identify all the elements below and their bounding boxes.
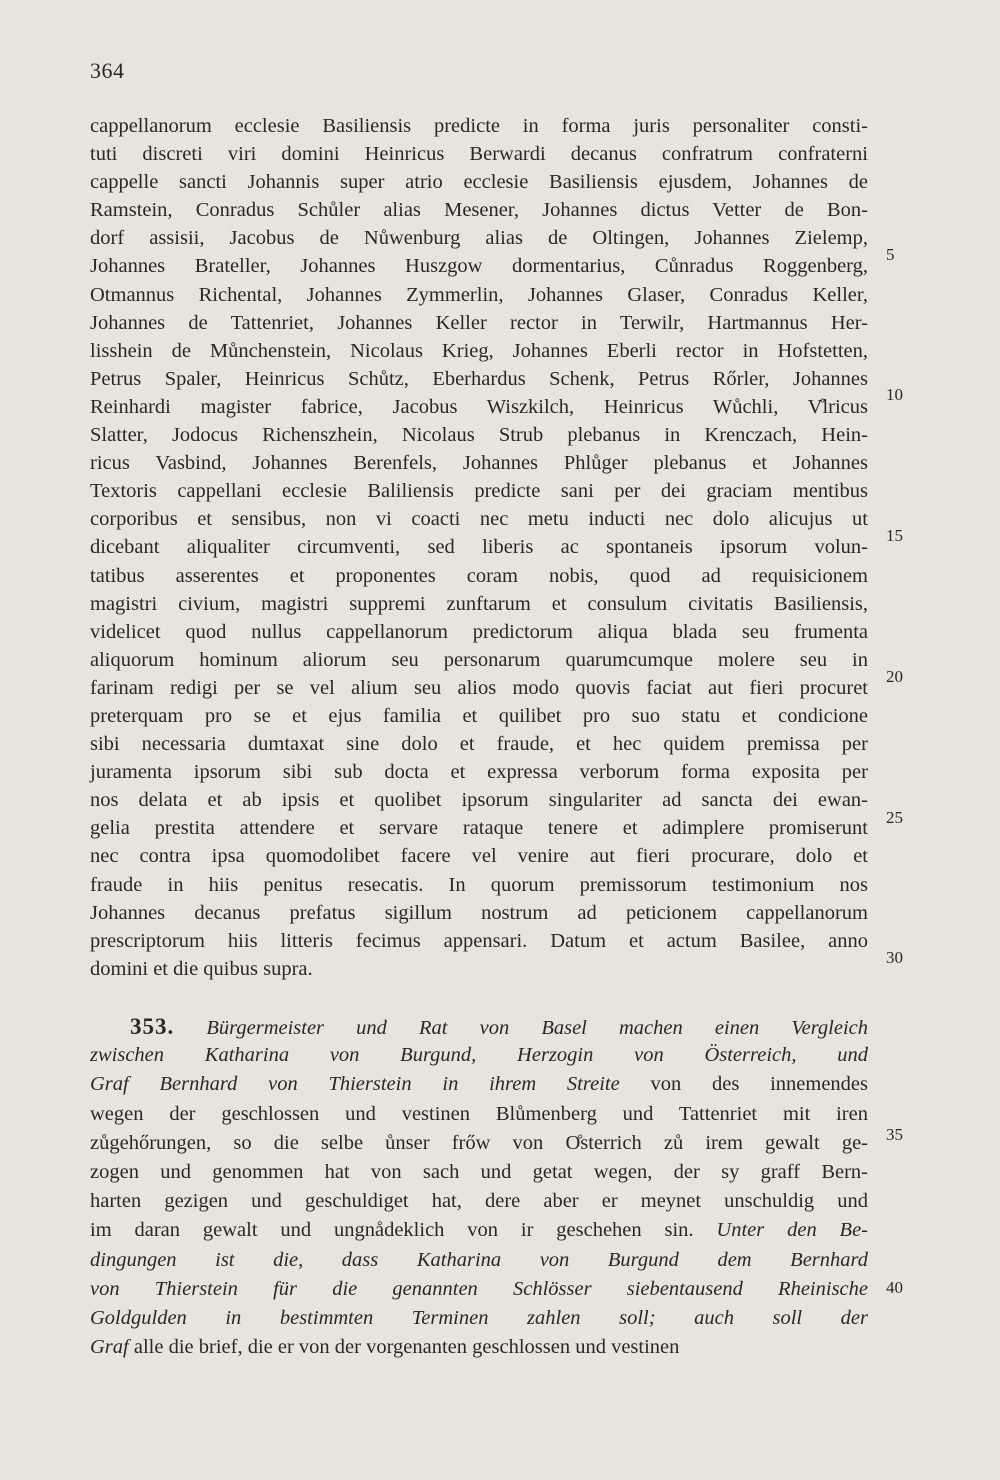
text-segment: von des innemendes <box>619 1073 868 1096</box>
text-segment: cappellanorum ecclesie Basiliensis predicte in forma juris personaliter consti- <box>90 115 868 137</box>
italic-summary-text: zwischen Katharina von Burgund, Herzogin von Österreich, und <box>90 1044 868 1067</box>
document-line <box>90 365 868 393</box>
document-line <box>90 196 868 224</box>
text-segment: dicebant aliqualiter circumventi, sed liberis ac spontaneis ipsorum volun- <box>90 536 868 559</box>
entry-line <box>90 1100 868 1129</box>
text-segment: videlicet quod nullus cappellanorum predictorum aliqua blada seu frumenta <box>90 620 868 643</box>
text-segment: domini et die quibus supra. <box>90 957 313 980</box>
italic-summary-text: Unter den Be- <box>716 1219 868 1242</box>
margin-line-number: 20 <box>886 667 903 686</box>
text-segment: Otmannus Richental, Johannes Zymmerlin, Johannes Glaser, Conradus Keller, <box>90 283 868 306</box>
text-segment: lisshein de Můnchenstein, Nicolaus Krieg, Johannes Eberli rector in Hofstetten, <box>90 339 868 362</box>
text-segment: tatibus asserentes et proponentes coram nobis, quod ad requisicionem <box>90 564 868 587</box>
entry-line <box>90 1216 868 1245</box>
entry-line <box>90 1333 868 1362</box>
document-line <box>90 618 868 646</box>
document-line <box>90 786 868 814</box>
page-number: 364 <box>90 58 125 83</box>
document-line <box>90 449 868 477</box>
text-segment: preterquam pro se et ejus familia et quilibet pro suo statu et condicione <box>90 704 868 727</box>
document-line <box>90 562 868 590</box>
text-segment: farinam redigi per se vel alium seu alios modo quovis faciat aut fieri procuret <box>90 676 868 699</box>
italic-summary-text: Goldgulden in bestimmten Terminen zahlen soll; auch soll der <box>90 1306 868 1329</box>
text-segment: gelia prestita attendere et servare rataque tenere et adimplere promiserunt <box>90 817 868 840</box>
document-line <box>90 393 868 421</box>
text-segment: sibi necessaria dumtaxat sine dolo et fraude, et hec quidem premissa per <box>90 733 868 756</box>
text-segment: alle die brief, die er von der vorgenanten geschlossen und vestinen <box>128 1336 680 1359</box>
document-line <box>90 533 868 561</box>
document-line <box>90 112 868 140</box>
text-segment: Johannes Brateller, Johannes Huszgow dormentarius, Cůnradus Roggenberg, <box>90 255 868 278</box>
text-segment: prescriptorum hiis litteris fecimus appensari. Datum et actum Basilee, anno <box>90 929 868 952</box>
text-segment: juramenta ipsorum sibi sub docta et expressa verborum forma exposita per <box>90 761 868 784</box>
document-line <box>90 309 868 337</box>
text-segment: dorf assisii, Jacobus de Nůwenburg alias de Oltingen, Johannes Zielemp, <box>90 227 868 250</box>
margin-line-number: 15 <box>886 526 903 545</box>
document-line <box>90 252 868 280</box>
entry-353-text <box>90 1012 868 1362</box>
document-line <box>90 899 868 927</box>
margin-line-number: 10 <box>886 385 903 404</box>
document-line <box>90 674 868 702</box>
entry-line <box>90 1246 868 1275</box>
text-segment: Ramstein, Conradus Schůler alias Mesener, Johannes dictus Vetter de Bon- <box>90 199 868 222</box>
margin-line-number: 5 <box>886 245 895 264</box>
entry-line <box>90 1129 868 1158</box>
document-line <box>90 140 868 168</box>
text-segment: Petrus Spaler, Heinricus Schůtz, Eberhardus Schenk, Petrus Rőrler, Johannes <box>90 367 868 390</box>
document-line <box>90 730 868 758</box>
entry-line <box>90 1304 868 1333</box>
text-segment: zůgehőrungen, so die selbe ůnser frőw von O̊sterrich zů irem gewalt ge- <box>90 1131 868 1154</box>
text-segment: ricus Vasbind, Johannes Berenfels, Johannes Phlůger plebanus et Johannes <box>90 452 868 475</box>
text-segment: tuti discreti viri domini Heinricus Berwardi decanus confratrum confraterni <box>90 143 868 166</box>
document-line <box>90 337 868 365</box>
document-text <box>90 112 868 983</box>
text-segment: magistri civium, magistri suppremi zunftarum et consulum civitatis Basiliensis, <box>90 592 868 615</box>
text-segment: Johannes decanus prefatus sigillum nostrum ad peticionem cappellanorum <box>90 901 868 924</box>
italic-summary-text: dingungen ist die, dass Katharina von Burgund dem Bernhard <box>90 1248 868 1271</box>
entry-line <box>90 1158 868 1187</box>
italic-summary-text: von Thierstein für die genannten Schlösser siebentausend Rheinische <box>90 1277 868 1300</box>
text-segment: im daran gewalt und ungnådeklich von ir geschehen sin. <box>90 1219 717 1242</box>
entry-number: 353. <box>130 1014 175 1039</box>
text-segment: harten gezigen und geschuldiget hat, dere aber er meynet unschuldig und <box>90 1190 868 1213</box>
text-segment: corporibus et sensibus, non vi coacti nec metu inducti nec dolo alicujus ut <box>90 508 868 531</box>
document-line <box>90 590 868 618</box>
document-line <box>90 168 868 196</box>
document-line <box>90 814 868 842</box>
text-segment: nec contra ipsa quomodolibet facere vel venire aut fieri procurare, dolo et <box>90 845 868 868</box>
entry-line <box>90 1041 868 1070</box>
document-line <box>90 842 868 870</box>
text-segment: fraude in hiis penitus resecatis. In quorum premissorum testimonium nos <box>90 873 868 896</box>
entry-line <box>90 1275 868 1304</box>
document-line <box>90 646 868 674</box>
italic-summary-text: Bürgermeister und Rat von Basel machen einen Vergleich <box>206 1017 869 1039</box>
margin-line-number: 40 <box>886 1278 903 1297</box>
italic-summary-text: Graf Bernhard von Thierstein in ihrem Streite <box>90 1073 620 1096</box>
entry-line <box>90 1187 868 1216</box>
document-line <box>90 871 868 899</box>
text-segment: wegen der geschlossen und vestinen Blůmenberg und Tattenriet mit iren <box>90 1102 868 1125</box>
text-segment: nos delata et ab ipsis et quolibet ipsorum singulariter ad sancta dei ewan- <box>90 789 868 812</box>
text-segment: Slatter, Jodocus Richenszhein, Nicolaus Strub plebanus in Krenczach, Hein- <box>90 424 868 447</box>
document-line <box>90 758 868 786</box>
text-segment <box>174 1017 206 1039</box>
text-segment: Reinhardi magister fabrice, Jacobus Wiszkilch, Heinricus Wůchli, V̊lricus <box>90 395 868 418</box>
text-segment: Textoris cappellani ecclesie Baliliensis predicte sani per dei graciam mentibus <box>90 480 868 503</box>
italic-summary-text: Graf <box>90 1336 129 1359</box>
document-line <box>90 477 868 505</box>
document-line <box>90 224 868 252</box>
document-line <box>90 281 868 309</box>
document-line <box>90 927 868 955</box>
text-segment: cappelle sancti Johannis super atrio ecclesie Basiliensis ejusdem, Johannes de <box>90 171 868 194</box>
document-line <box>90 955 868 983</box>
document-line <box>90 702 868 730</box>
text-segment: zogen und genommen hat von sach und getat wegen, der sy graff Bern- <box>90 1160 868 1183</box>
text-segment: aliquorum hominum aliorum seu personarum quarumcumque molere seu in <box>90 648 868 671</box>
text-segment: Johannes de Tattenriet, Johannes Keller rector in Terwilr, Hartmannus Her- <box>90 311 868 334</box>
document-line <box>90 421 868 449</box>
margin-line-number: 25 <box>886 808 903 827</box>
entry-line <box>90 1070 868 1099</box>
margin-line-number: 30 <box>886 948 903 967</box>
margin-line-number: 35 <box>886 1125 903 1144</box>
entry-line <box>90 1012 868 1041</box>
document-line <box>90 505 868 533</box>
